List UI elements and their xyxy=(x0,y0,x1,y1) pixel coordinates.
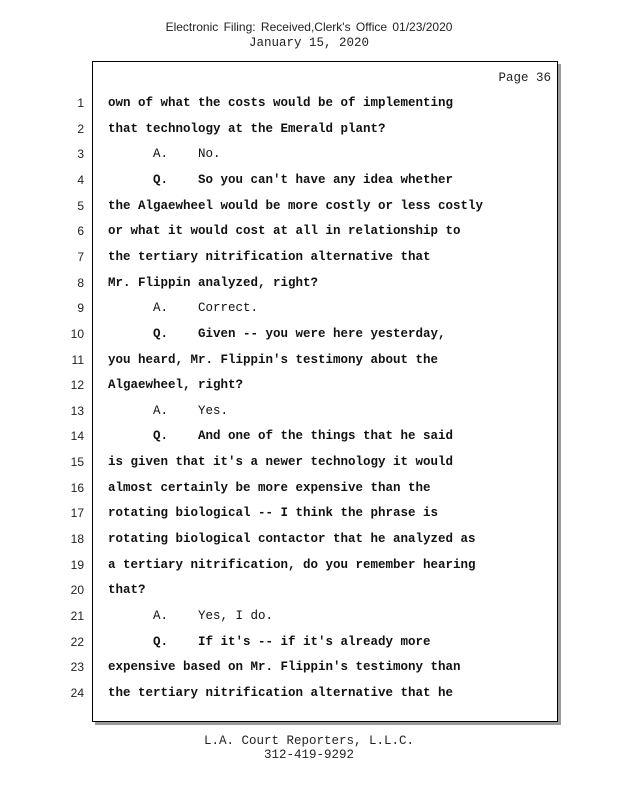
transcript-line: the Algaewheel would be more costly or less costly xyxy=(108,199,484,213)
transcript-line: is given that it's a newer technology it would xyxy=(108,455,454,469)
transcript-line: A. Yes. xyxy=(108,404,229,418)
line-number: 22 xyxy=(70,635,84,649)
transcript-line: expensive based on Mr. Flippin's testimony than xyxy=(108,660,461,674)
transcript-line: a tertiary nitrification, do you remember hearing xyxy=(108,558,476,572)
line-number: 13 xyxy=(70,404,84,418)
transcript-line: A. No. xyxy=(108,147,221,161)
transcript-line: A. Correct. xyxy=(108,301,259,315)
line-number: 23 xyxy=(70,660,84,674)
line-number: 15 xyxy=(70,455,84,469)
line-number: 16 xyxy=(70,481,84,495)
line-number: 3 xyxy=(77,147,84,161)
line-number: 24 xyxy=(70,686,84,700)
transcript-line: the tertiary nitrification alternative that he xyxy=(108,686,454,700)
transcript-line: you heard, Mr. Flippin's testimony about the xyxy=(108,353,439,367)
transcript-line: Q. So you can't have any idea whether xyxy=(108,173,454,187)
line-number: 19 xyxy=(70,558,84,572)
transcript-line: Q. If it's -- if it's already more xyxy=(108,635,431,649)
transcript-line: that technology at the Emerald plant? xyxy=(108,122,386,136)
electronic-filing-stamp: Electronic Filing: Received,Clerk's Office 01/23/2020 xyxy=(165,20,453,34)
transcript-line: A. Yes, I do. xyxy=(108,609,274,623)
reporter-phone: 312-419-9292 xyxy=(263,748,354,762)
line-number: 2 xyxy=(77,122,84,136)
line-number: 6 xyxy=(77,224,84,238)
transcript-date: January 15, 2020 xyxy=(248,36,370,50)
transcript-line: or what it would cost at all in relationship to xyxy=(108,224,461,238)
line-number: 4 xyxy=(77,173,84,187)
page-number: Page 36 xyxy=(498,71,551,85)
transcript-line: Q. And one of the things that he said xyxy=(108,429,454,443)
line-number: 10 xyxy=(70,327,84,341)
line-number: 20 xyxy=(70,583,84,597)
line-number: 9 xyxy=(77,301,84,315)
transcript-line: Algaewheel, right? xyxy=(108,378,244,392)
reporter-footer xyxy=(0,734,618,762)
transcript-line: the tertiary nitrification alternative that xyxy=(108,250,431,264)
transcript-line: own of what the costs would be of implementing xyxy=(108,96,454,110)
line-number: 14 xyxy=(70,429,84,443)
line-number: 5 xyxy=(77,199,84,213)
line-number: 17 xyxy=(70,506,84,520)
line-number: 8 xyxy=(77,276,84,290)
line-number: 11 xyxy=(71,353,84,367)
transcript-line: rotating biological -- I think the phrase is xyxy=(108,506,439,520)
line-number: 7 xyxy=(77,250,84,264)
transcript-line: Mr. Flippin analyzed, right? xyxy=(108,276,319,290)
line-number: 18 xyxy=(70,532,84,546)
transcript-line: almost certainly be more expensive than the xyxy=(108,481,431,495)
line-number: 1 xyxy=(77,96,84,110)
line-number: 21 xyxy=(70,609,84,623)
transcript-line: that? xyxy=(108,583,146,597)
reporter-firm: L.A. Court Reporters, L.L.C. xyxy=(203,734,415,748)
transcript-line: Q. Given -- you were here yesterday, xyxy=(108,327,446,341)
line-number: 12 xyxy=(70,378,84,392)
transcript-line: rotating biological contactor that he analyzed as xyxy=(108,532,476,546)
